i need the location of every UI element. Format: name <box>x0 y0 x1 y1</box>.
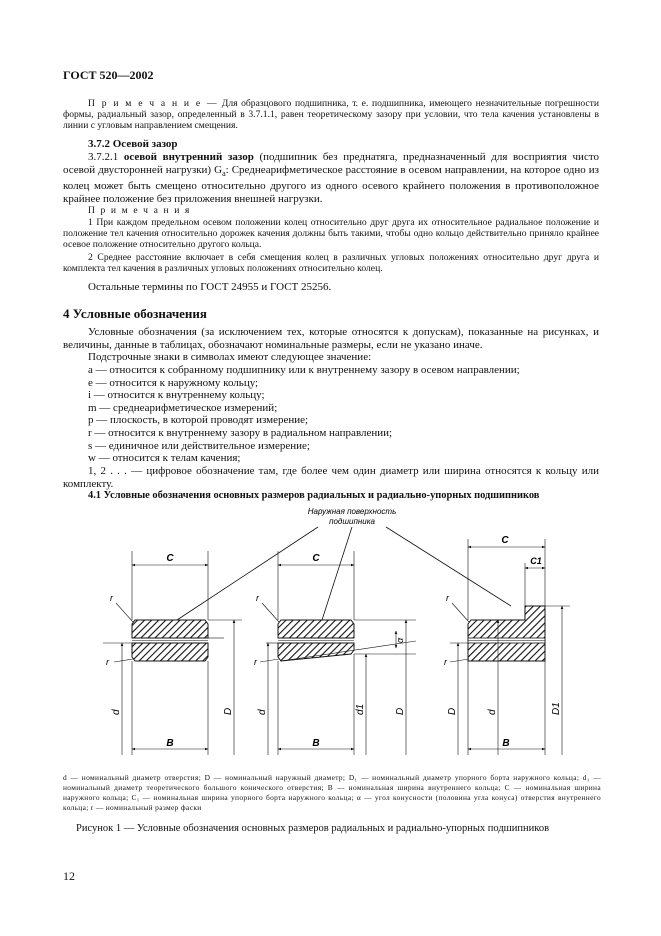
note-1 <box>63 98 599 131</box>
bearing-2 <box>254 551 416 755</box>
subscripts-intro: Подстрочные знаки в символах имеют следующее значение: <box>88 351 372 363</box>
note-1-label: П р и м е ч а н и е — <box>88 98 219 109</box>
notes-2-item-2: 2 Среднее расстояние включает в себя смещения колец в различных угловых положениях относительно друг друга и комплекта тел качения в различных угловых положениях относительно колец. <box>63 252 599 274</box>
notes-2-label: П р и м е ч а н и я <box>88 205 191 216</box>
digit-designation: 1, 2 . . . — цифровое обозначение там, где более чем один диаметр или ширина относятся к кольцу или комплекту. <box>63 465 599 490</box>
label-r: r <box>254 657 257 667</box>
callout-line-2: подшипника <box>329 517 375 526</box>
page-number: 12 <box>63 869 75 883</box>
label-B: B <box>166 738 174 749</box>
subscript-item: a — относится к собранному подшипнику или к внутреннему зазору в осевом направлении; <box>88 364 520 376</box>
callout-leaders <box>177 527 511 620</box>
callout-line-1: Наружная поверхность <box>307 507 397 516</box>
label-d: d <box>257 709 268 715</box>
term-axial-clearance: осевой внутренний зазор <box>123 151 254 163</box>
note-1-text: Для образцового подшипника, т. е. подшипника, имеющего незначительные погрешности формы, радиальный зазор, определенный в 3.7.1.1, равен теоретическому зазору при условии, что тела качения установлены в линии с угловым направлением смещения. <box>63 98 599 131</box>
label-C: C <box>501 535 509 546</box>
document-header: ГОСТ 520—2002 <box>63 68 154 82</box>
section-4-1-title: 4.1 Условные обозначения основных размеров радиальных и радиально-упорных подшипников <box>88 490 540 501</box>
label-C1: C1 <box>530 556 542 566</box>
label-B: B <box>312 738 320 749</box>
subscript-item: e — относится к наружному кольцу; <box>88 376 259 389</box>
figure-legend: d — номинальный диаметр отверстия; D — номинальный наружный диаметр; D₁ — номинальный диаметр упорного борта наружного кольца; d₁ — номинальный диаметр теоретического большого конического отверстия; B — номинальная ширина внутреннего кольца; C — номинальная ширина наружного кольца; C₁ — номинальная ширина упорного борта наружного кольца; α — угол конусности (половина угла конуса) отверстия внутреннего кольца; r — номинальный размер фаски <box>63 773 601 812</box>
label-D: D <box>223 707 234 715</box>
label-D1: D1 <box>551 702 562 715</box>
label-C: C <box>312 553 320 564</box>
bearing-dimensions-figure <box>70 503 606 755</box>
label-r: r <box>106 657 109 667</box>
label-B: B <box>502 738 510 749</box>
bearing-1 <box>103 551 242 755</box>
section-3-7-2-title: 3.7.2 Осевой зазор <box>88 138 178 150</box>
section-4-intro: Условные обозначения (за исключением тех, которые относятся к допускам), показанные на рисунках, и величины, данные в таблицах, обозначают номинальные размеры, если не указано иначе. <box>63 326 599 351</box>
label-alpha: α <box>395 637 405 643</box>
label-C: C <box>166 553 174 564</box>
subscript-item: p — плоскость, в которой проводят измерение; <box>88 414 309 427</box>
section-3-7-2-1 <box>63 151 599 206</box>
label-d1: d1 <box>355 703 366 715</box>
subscript-a: a <box>222 168 226 178</box>
section-3-7-2-1-text-b: : Среднеарифметическое расстояние в осевом направлении, на которое одно из колец может быть смещено относительно другого из одного осевого крайнего положения в противоположное крайнее положение без приложения внешней нагрузки. <box>63 163 599 205</box>
label-D: D <box>395 707 406 715</box>
label-d: d <box>111 709 122 715</box>
subscript-item: m — среднеарифметическое измерений; <box>88 401 278 414</box>
label-r: r <box>446 593 449 603</box>
subscript-item: r — относится к внутреннему зазору в радиальном направлении; <box>88 427 393 439</box>
other-terms: Остальные термины по ГОСТ 24955 и ГОСТ 25256. <box>88 281 332 293</box>
label-r: r <box>444 657 447 667</box>
figure-caption: Рисунок 1 — Условные обозначения основных размеров радиальных и радиально-упорных подшипников <box>76 823 550 834</box>
label-r: r <box>256 593 259 603</box>
label-r: r <box>110 593 113 603</box>
section-3-7-2-1-text-a: (подшипник без преднатяга, предназначенный для восприятия чисто осевой двусторонней нагрузки) G <box>63 151 599 176</box>
section-4-title: 4 Условные обозначения <box>63 306 207 321</box>
label-D: D <box>447 707 458 715</box>
section-3-7-2-1-number: 3.7.2.1 <box>88 151 124 163</box>
notes-2-item-1: 1 При каждом предельном осевом положении колец относительно друг друга их относительное радиальное положение и положение тел качения относительно дорожек качения должны быть такими, чтобы одно кольцо действительно приняло крайнее осевое положение относительно другого кольца. <box>63 217 599 250</box>
bearing-3 <box>444 535 570 755</box>
subscript-item: s — единичное или действительное измерение; <box>88 439 310 452</box>
subscript-item: w — относится к телам качения; <box>88 452 241 465</box>
label-d: d <box>487 709 498 715</box>
subscript-item: i — относится к внутреннему кольцу; <box>88 389 265 402</box>
